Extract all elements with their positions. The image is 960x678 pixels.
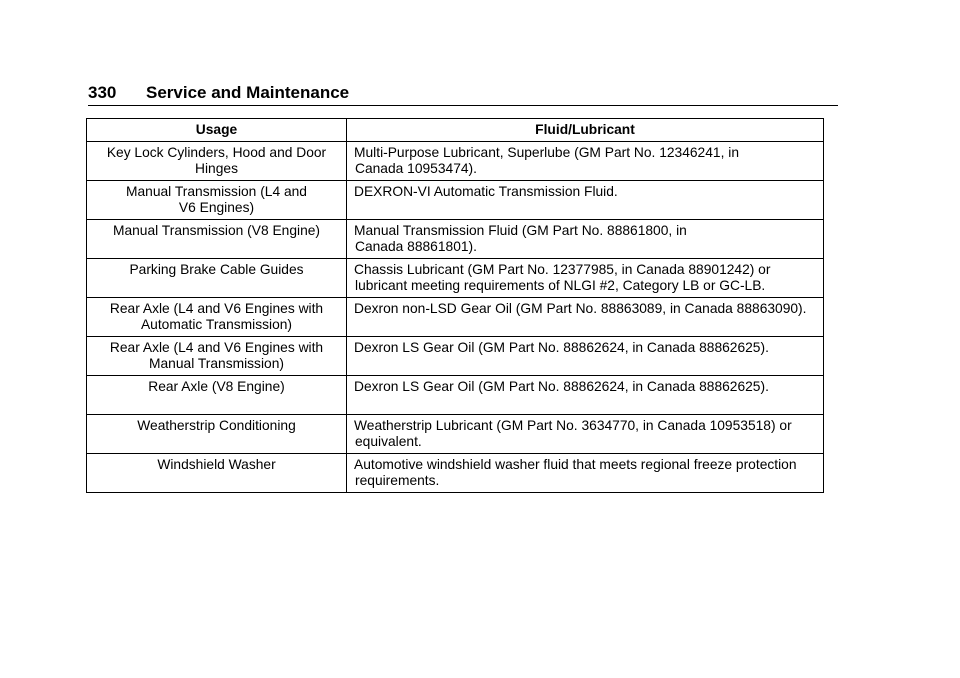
fluid-line: Chassis Lubricant (GM Part No. 12377985, in Canada 88901242) or [354, 262, 771, 277]
usage-line: Manual Transmission (L4 and [126, 184, 307, 199]
table-row [87, 142, 824, 181]
column-header-usage: Usage [87, 119, 347, 142]
fluid-line: Automotive windshield washer fluid that meets regional freeze protection [354, 457, 797, 472]
page-number: 330 [88, 83, 117, 102]
column-header-fluid: Fluid/Lubricant [347, 119, 824, 142]
usage-line: Automatic Transmission) [140, 317, 293, 332]
usage-line: Manual Transmission) [149, 356, 284, 371]
table-row [87, 181, 824, 220]
lubricant-table [86, 118, 824, 493]
table-header-row [87, 119, 824, 142]
fluid-cell [347, 415, 824, 454]
usage-line: Rear Axle (V8 Engine) [148, 379, 285, 394]
fluid-line: Multi-Purpose Lubricant, Superlube (GM Part No. 12346241, in [354, 145, 739, 160]
lubricant-table-container [86, 118, 824, 493]
fluid-line: Dexron LS Gear Oil (GM Part No. 88862624, in Canada 88862625). [354, 379, 769, 394]
fluid-cell [347, 181, 824, 220]
fluid-line: Canada 10953474). [355, 161, 477, 176]
fluid-line: Canada 88861801). [355, 239, 477, 254]
usage-cell [87, 376, 347, 415]
usage-cell [87, 298, 347, 337]
usage-cell [87, 220, 347, 259]
table-row [87, 298, 824, 337]
usage-cell [87, 142, 347, 181]
table-row [87, 259, 824, 298]
fluid-line: requirements. [355, 473, 440, 488]
usage-line: Parking Brake Cable Guides [129, 262, 304, 277]
usage-cell [87, 454, 347, 493]
fluid-cell [347, 454, 824, 493]
usage-line: V6 Engines) [178, 200, 255, 215]
fluid-cell [347, 298, 824, 337]
fluid-line: DEXRON-VI Automatic Transmission Fluid. [354, 184, 618, 199]
fluid-line: Dexron non-LSD Gear Oil (GM Part No. 88863089, in Canada 88863090). [354, 301, 807, 316]
usage-line: Hinges [195, 161, 238, 176]
fluid-cell [347, 142, 824, 181]
fluid-line: Manual Transmission Fluid (GM Part No. 88861800, in [354, 223, 687, 238]
fluid-cell [347, 259, 824, 298]
fluid-line: equivalent. [355, 434, 422, 449]
table-row [87, 220, 824, 259]
usage-cell [87, 259, 347, 298]
fluid-line: lubricant meeting requirements of NLGI #2, Category LB or GC-LB. [355, 278, 766, 293]
table-row [87, 454, 824, 493]
fluid-cell [347, 220, 824, 259]
fluid-cell [347, 337, 824, 376]
usage-cell [87, 415, 347, 454]
fluid-line: Dexron LS Gear Oil (GM Part No. 88862624, in Canada 88862625). [354, 340, 769, 355]
usage-cell [87, 337, 347, 376]
usage-line: Windshield Washer [157, 457, 276, 472]
usage-cell [87, 181, 347, 220]
usage-line: Manual Transmission (V8 Engine) [112, 223, 321, 238]
table-body [87, 142, 824, 493]
page-header [88, 83, 838, 106]
fluid-line: Weatherstrip Lubricant (GM Part No. 3634770, in Canada 10953518) or [354, 418, 792, 433]
usage-line: Weatherstrip Conditioning [137, 418, 296, 433]
section-title: Service and Maintenance [146, 83, 350, 102]
table-row [87, 376, 824, 415]
usage-line: Rear Axle (L4 and V6 Engines with [109, 301, 324, 316]
table-row [87, 337, 824, 376]
usage-line: Rear Axle (L4 and V6 Engines with [109, 340, 324, 355]
table-row [87, 415, 824, 454]
usage-line: Key Lock Cylinders, Hood and Door [106, 145, 327, 160]
fluid-cell [347, 376, 824, 415]
